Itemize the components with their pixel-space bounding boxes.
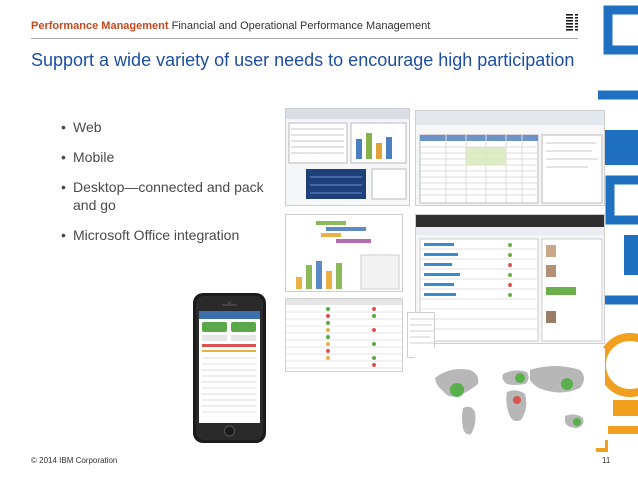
world-map-image: [415, 348, 605, 448]
mobile-phone: [192, 292, 267, 444]
screenshot-desktop-spreadsheet: [415, 110, 605, 206]
web-charts-image: [286, 215, 403, 292]
page-number: 11: [602, 456, 611, 465]
scorecard-table-image: [286, 299, 403, 372]
bullet-web: • Web: [61, 118, 271, 136]
bullet-desktop: • Desktop—connected and pack and go: [61, 178, 271, 214]
screenshot-scorecard-table: [285, 298, 403, 372]
screenshot-web-scorecard: [415, 214, 605, 344]
desktop-spreadsheet-image: [416, 111, 605, 206]
bullet-mobile: • Mobile: [61, 148, 271, 166]
header: [31, 20, 430, 32]
bullet-office: • Microsoft Office integration: [61, 226, 271, 244]
header-subtitle: Financial and Operational Performance Management: [171, 20, 431, 32]
bullet-list: [61, 118, 271, 256]
slide-title: Support a wide variety of user needs to encourage high participation: [31, 50, 575, 70]
header-rule: [31, 38, 606, 39]
header-brand: Performance Management: [31, 20, 169, 32]
screenshot-world-map: [415, 348, 605, 448]
web-scorecard-image: [416, 215, 605, 344]
web-dashboard-image: [286, 109, 410, 206]
screenshot-web-charts: [285, 214, 403, 292]
footer-copyright: © 2014 IBM Corporation: [31, 456, 118, 465]
screenshot-web-dashboard: [285, 108, 410, 206]
